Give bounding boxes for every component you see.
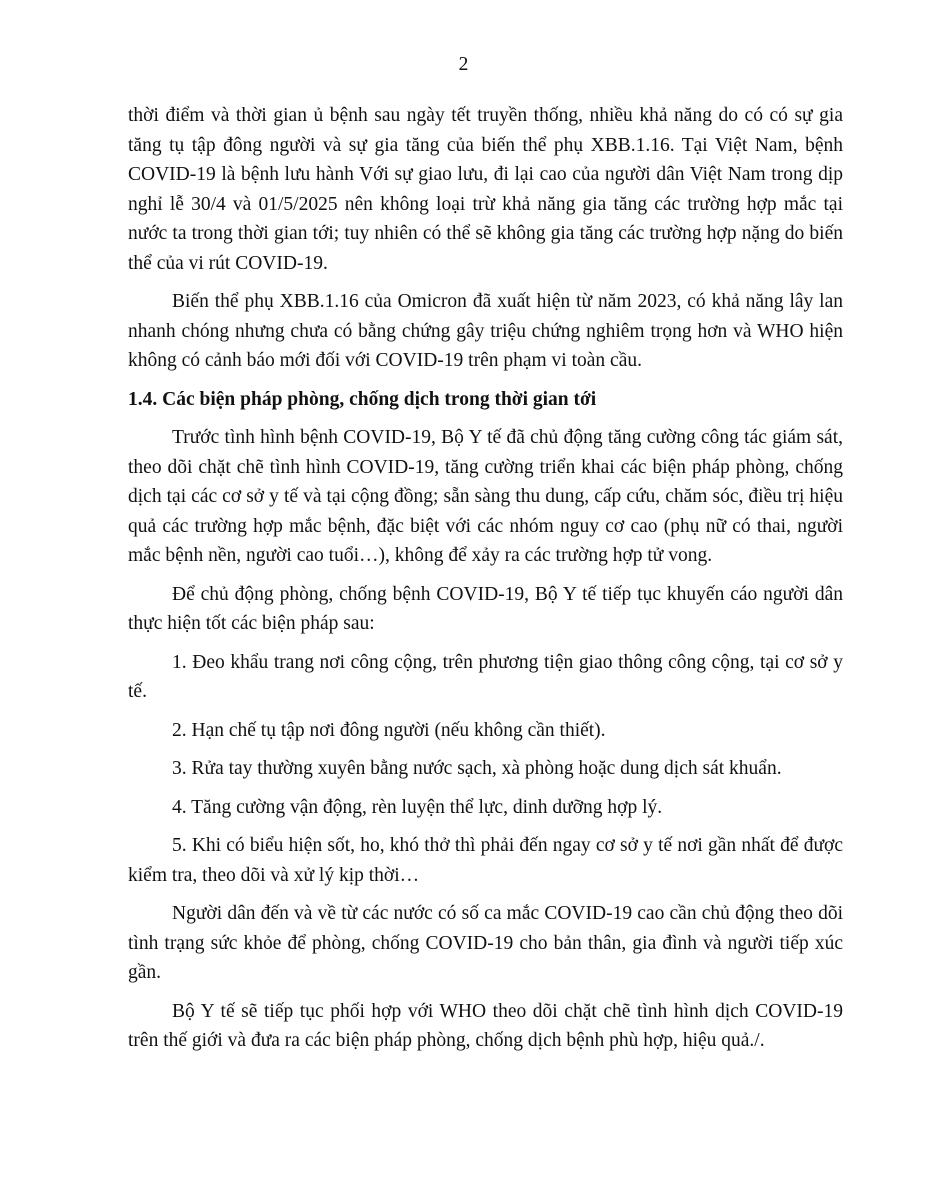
measure-item-1: 1. Đeo khẩu trang nơi công cộng, trên phương tiện giao thông công cộng, tại cơ sở y tế.: [128, 651, 843, 702]
measure-item-5: 5. Khi có biểu hiện sốt, ho, khó thở thì phải đến ngay cơ sở y tế nơi gần nhất để được kiểm tra, theo dõi và xử lý kịp thời…: [128, 835, 843, 886]
document-body: [128, 101, 843, 1065]
measure-item-3: 3. Rửa tay thường xuyên bằng nước sạch, xà phòng hoặc dung dịch sát khuẩn.: [172, 758, 782, 779]
section-heading: 1.4. Các biện pháp phòng, chống dịch trong thời gian tới: [128, 388, 597, 410]
page-number: 2: [458, 54, 469, 75]
paragraph-ministry-actions: Trước tình hình bệnh COVID-19, Bộ Y tế đã chủ động tăng cường công tác giám sát, theo dõi chặt chẽ tình hình COVID-19, tăng cường triển khai các biện pháp phòng, chống dịch tại các cơ sở y tế và tại cộng đồng; sẵn sàng thu dung, cấp cứu, chăm sóc, điều trị hiệu quả các trường hợp mắc bệnh, đặc biệt với các nhóm nguy cơ cao (phụ nữ có thai, người mắc bệnh nền, người cao tuổi…), không để xảy ra các trường hợp tử vong.: [128, 427, 843, 566]
measure-item-4: 4. Tăng cường vận động, rèn luyện thể lực, dinh dưỡng hợp lý.: [172, 796, 663, 818]
measure-item-2: 2. Hạn chế tụ tập nơi đông người (nếu không cần thiết).: [172, 719, 606, 741]
paragraph-travelers-advice: Người dân đến và về từ các nước có số ca mắc COVID-19 cao cần chủ động theo dõi tình trạng sức khỏe để phòng, chống COVID-19 cho bản thân, gia đình và người tiếp xúc gần.: [128, 903, 843, 983]
paragraph-context-continuation: thời điểm và thời gian ủ bệnh sau ngày tết truyền thống, nhiều khả năng do có có sự gia tăng tụ tập đông người và sự gia tăng của biến thể phụ XBB.1.16. Tại Việt Nam, bệnh COVID-19 là bệnh lưu hành Với sự giao lưu, đi lại cao của người dân Việt Nam trong dịp nghỉ lễ 30/4 và 01/5/2025 nên không loại trừ khả năng gia tăng các trường hợp mắc tại nước ta trong thời gian tới; tuy nhiên có thể sẽ không gia tăng các trường hợp nặng do biến thể của vi rút COVID-19.: [128, 105, 843, 274]
paragraph-recommendation-intro: Để chủ động phòng, chống bệnh COVID-19, Bộ Y tế tiếp tục khuyến cáo người dân thực hiện tốt các biện pháp sau:: [128, 583, 843, 634]
paragraph-who-coordination: Bộ Y tế sẽ tiếp tục phối hợp với WHO theo dõi chặt chẽ tình hình dịch COVID-19 trên thế giới và đưa ra các biện pháp phòng, chống dịch bệnh phù hợp, hiệu quả./.: [128, 1000, 843, 1051]
paragraph-variant-info: Biến thể phụ XBB.1.16 của Omicron đã xuất hiện từ năm 2023, có khả năng lây lan nhanh chóng nhưng chưa có bằng chứng gây triệu chứng nghiêm trọng hơn và WHO hiện không có cảnh báo mới đối với COVID-19 trên phạm vi toàn cầu.: [128, 291, 843, 371]
